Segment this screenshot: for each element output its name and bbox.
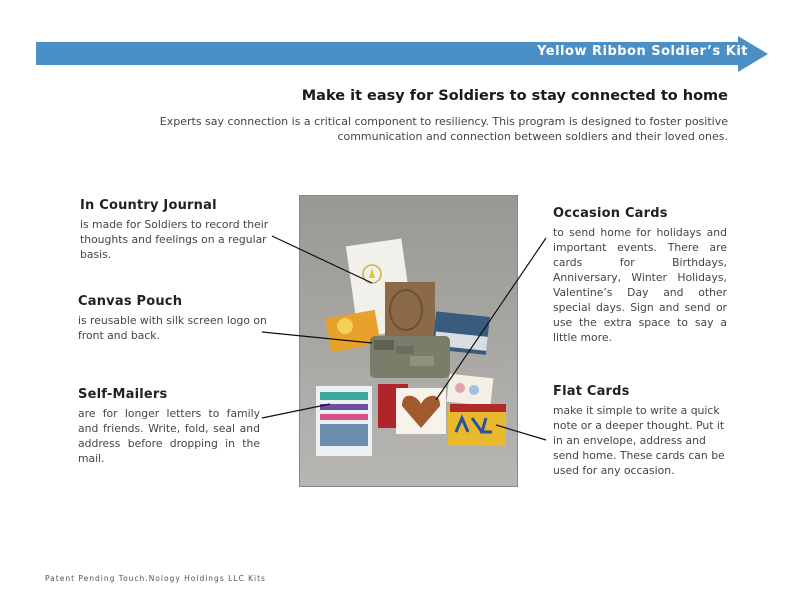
occasion-title: Occasion Cards: [553, 206, 668, 221]
journal-body: is made for Soldiers to record their thoughts and feelings on a regular basis.: [80, 218, 269, 261]
kit-photo: [299, 195, 518, 487]
page-headline: Make it easy for Soldiers to stay connected to home: [301, 88, 728, 104]
flat-body: make it simple to write a quick note or a deeper thought. Put it in an envelope, address and send home. These cards can be used for any occasion.: [553, 404, 725, 477]
flat-title: Flat Cards: [553, 384, 630, 399]
section-pouch: [78, 294, 268, 343]
section-mailers: [78, 387, 260, 466]
section-occasion: [553, 206, 727, 345]
occasion-body: to send home for holidays and important events. There are cards for Birthdays, Anniversary, Winter Holidays, Valentine’s Day and other special days. Sign and send or use the extra space to say a little more.: [553, 226, 727, 344]
footer-note: Patent Pending Touch.Nology Holdings LLC Kits: [45, 574, 266, 583]
pouch-body: is reusable with silk screen logo on front and back.: [78, 314, 267, 342]
pouch-title: Canvas Pouch: [78, 294, 183, 309]
banner-arrow: [0, 0, 792, 80]
mailers-body: are for longer letters to family and friends. Write, fold, seal and address before dropping in the mail.: [78, 407, 260, 465]
banner-title: Yellow Ribbon Soldier’s Kit: [537, 44, 748, 59]
journal-title: In Country Journal: [80, 198, 217, 213]
intro-paragraph: Experts say connection is a critical component to resiliency. This program is designed to foster positive communication and connection between soldiers and their loved ones.: [159, 115, 728, 143]
section-journal: [80, 198, 270, 262]
mailers-title: Self-Mailers: [78, 387, 168, 402]
section-flat: [553, 384, 727, 478]
